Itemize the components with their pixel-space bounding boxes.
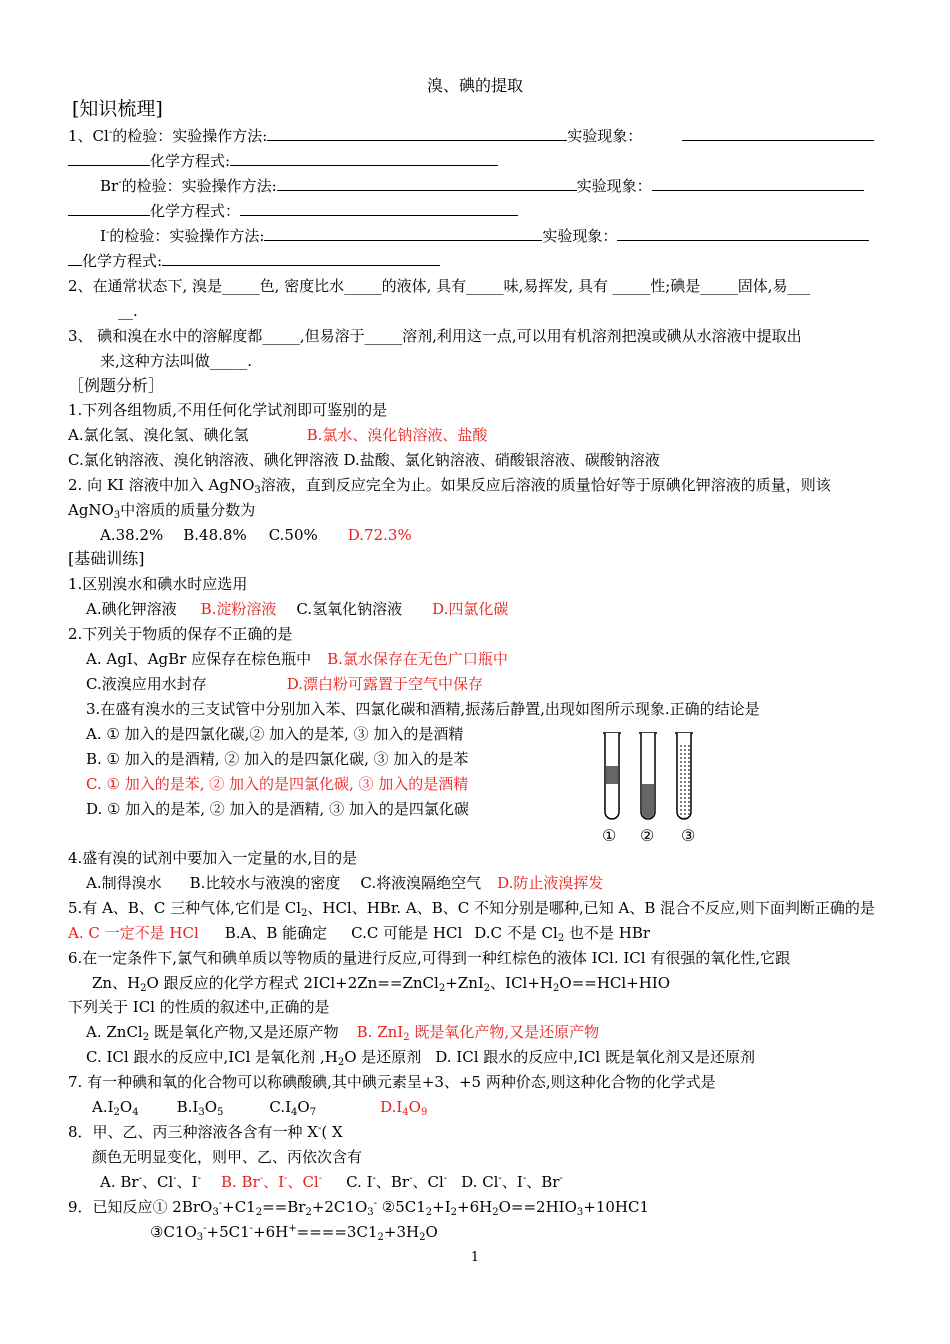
- k1-i-equation-line: 化学方程式:: [68, 251, 440, 271]
- b6-equations: Zn、$H_2O$ 跟反应的化学方程式 2ICl+2Zn==ZnCl$_2$+ZnI$_2$、$ICl+H_2O==HCl+HIO$: [92, 974, 671, 994]
- tube-label-2: ②: [640, 826, 655, 845]
- b6-question-2: 下列关于 ICl 的性质的叙述中,正确的是: [68, 998, 330, 1016]
- page-title: 溴、碘的提取: [426, 76, 523, 95]
- b7-question: 7. 有一种碘和氧的化合物可以称碘酸碘,其中碘元素呈+3、+5 两种价态,则这种化合物的化学式是: [68, 1073, 716, 1091]
- k1-i-line: I-的检验：实验操作方法: 实验现象：: [100, 226, 869, 246]
- b4-options: A.制得溴水 B.比较水与液溴的密度 C.将液溴隔绝空气 D.防止液溴挥发: [86, 874, 604, 892]
- b8-options: A. Br-、Cl-、I- B. Br-、I-、Cl- C. I-、Br-、Cl- D. Cl-、I-、Br-: [100, 1173, 563, 1191]
- ex1-options-ab: A.氯化氢、溴化氢、碘化氢 B.氯水、溴化钠溶液、盐酸: [68, 426, 488, 444]
- k1-br-line: Br-的检验：实验操作方法: 实验现象：: [100, 176, 864, 196]
- tube-label-1: ①: [602, 826, 617, 845]
- tube-label-3: ③: [681, 826, 696, 845]
- ex2-question-1: 2. 向 KI 溶液中加入 AgNO$_3$溶液，直到反应完全为止。如果反应后溶液的质量恰好等于原碘化钾溶液的质量，则该: [68, 476, 831, 496]
- test-tube-3: [675, 733, 693, 819]
- b3-option-d: D. ① 加入的是苯, ② 加入的是酒精, ③ 加入的是四氯化碳: [86, 800, 469, 818]
- b7-options: $A.I_2O_4$ $B.I_3O_5$ $C.I_4O_7$ $D.I_4O_9$: [92, 1098, 428, 1118]
- b3-option-a: A. ① 加入的是四氯化碳,② 加入的是苯, ③ 加入的是酒精: [86, 725, 464, 743]
- b9-question: 9．已知反应① $2BrO_3^-+C1_2==Br_2+2C1O_3^-$ $②5C1_2+I_2+6H_2O==2HIO_3+10HC1$: [68, 1198, 650, 1218]
- b2-options-ab: A. AgI、AgBr 应保存在棕色瓶中 B.氯水保存在无色广口瓶中: [86, 650, 508, 668]
- b9-reaction-3: $③C1O_3^-+5C1^-+6H^+====3C1_2+3H_2O$: [150, 1223, 438, 1243]
- k2-line-2: __.: [118, 302, 138, 320]
- b8-question-1: 8．甲、乙、丙三种溶液各含有一种 X-( X: [68, 1123, 343, 1141]
- ex2-question-2: AgNO$_3$中溶质的质量分数为: [68, 501, 256, 521]
- ex1-options-cd: C.氯化钠溶液、溴化钠溶液、碘化钾溶液 D.盐酸、氯化钠溶液、硝酸银溶液、碳酸钠溶液: [68, 451, 660, 469]
- b6-options-ab: A. ZnCl$_2$ 既是氧化产物,又是还原产物 B. ZnI$_2$ 既是氧化产物,又是还原产物: [86, 1023, 600, 1043]
- b6-options-cd: C. ICl 跟水的反应中,ICl 是氧化剂 $,H_2O$ 是还原剂 D. ICl 跟水的反应中,ICl 既是氧化剂又是还原剂: [86, 1048, 755, 1068]
- k3-line-1: 3、 碘和溴在水中的溶解度都_____,但易溶于_____溶剂,利用这一点,可以用有机溶剂把溴或碘从水溶液中提取出: [68, 327, 802, 345]
- section-knowledge: [知识梳理]: [72, 98, 163, 120]
- section-examples: ［例题分析］: [68, 376, 165, 395]
- b8-question-2: 颜色无明显变化，则甲、乙、丙依次含有: [92, 1148, 363, 1166]
- b5-options: A. C 一定不是 HCl B.A、B 能确定 C.C 可能是 HCl D.C 不是 $Cl_2$ 也不是 HBr: [68, 924, 651, 944]
- section-basic: [基础训练]: [68, 549, 145, 568]
- b2-options-cd: C.液溴应用水封存 D.漂白粉可露置于空气中保存: [86, 675, 483, 693]
- b2-question: 2.下列关于物质的保存不正确的是: [68, 625, 293, 643]
- k1-br-equation-line: 化学方程式：: [68, 201, 518, 221]
- k1-cl-equation-line: 化学方程式:: [68, 151, 498, 171]
- k2-line-1: 2、在通常状态下, 溴是_____色, 密度比水_____的液体, 具有_____味,易挥发, 具有 _____性;碘是_____固体,易___: [68, 277, 811, 295]
- test-tube-1: [603, 733, 621, 819]
- b4-question: 4.盛有溴的试剂中要加入一定量的水,目的是: [68, 849, 358, 867]
- page-number: 1: [470, 1250, 480, 1265]
- b1-options: A.碘化钾溶液 B.淀粉溶液 C.氢氧化钠溶液 D.四氯化碳: [86, 600, 509, 618]
- ex2-options: A.38.2% B.48.8% C.50% D.72.3%: [100, 526, 412, 544]
- b1-question: 1.区别溴水和碘水时应选用: [68, 575, 248, 593]
- b3-option-b: B. ① 加入的是酒精, ② 加入的是四氯化碳, ③ 加入的是苯: [86, 750, 469, 768]
- k1-cl-line: 1、Cl-的检验：实验操作方法: 实验现象：: [68, 126, 874, 146]
- test-tube-2: [639, 733, 657, 819]
- b6-question: 6.在一定条件下,氯气和碘单质以等物质的量进行反应,可得到一种红棕色的液体 ICl. ICl 有很强的氧化性,它跟: [68, 949, 791, 967]
- b5-question: 5.有 A、B、C 三种气体,它们是 $Cl_2$、HCl、HBr. A、B、C 不知分别是哪种,已知 A、B 混合不反应,则下面判断正确的是: [68, 899, 875, 919]
- b3-option-c: C. ① 加入的是苯, ② 加入的是四氯化碳, ③ 加入的是酒精: [86, 775, 469, 793]
- k3-line-2: 来,这种方法叫做_____.: [100, 352, 253, 370]
- b3-question: 3.在盛有溴水的三支试管中分别加入苯、四氯化碳和酒精,振荡后静置,出现如图所示现象.正确的结论是: [86, 700, 760, 718]
- ex1-question: 1.下列各组物质,不用任何化学试剂即可鉴别的是: [68, 401, 388, 419]
